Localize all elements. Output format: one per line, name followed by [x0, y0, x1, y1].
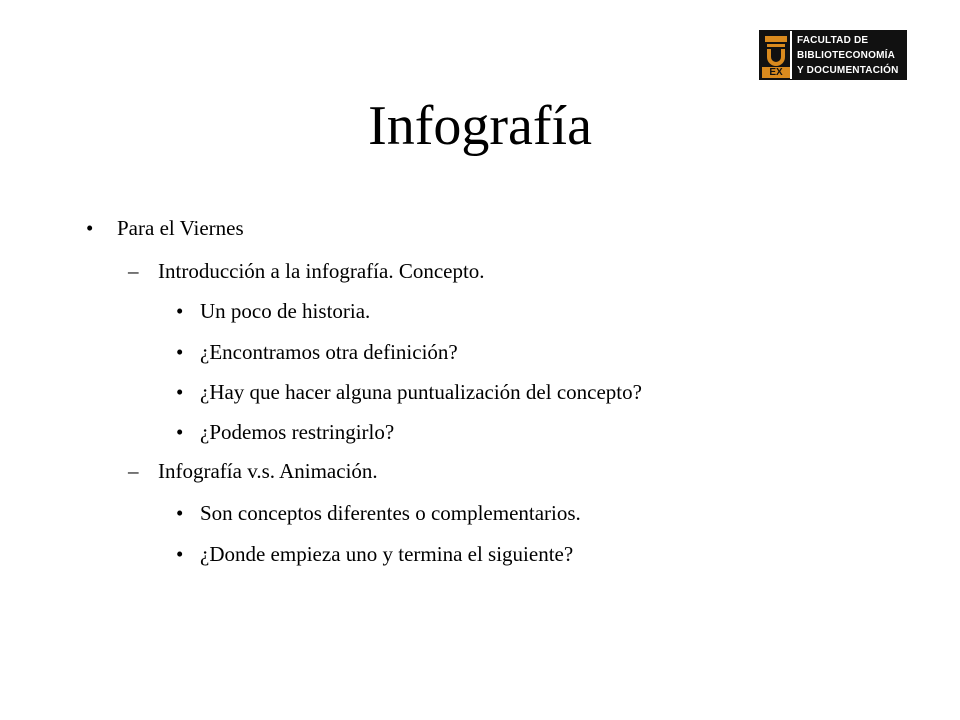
list-item-text: ¿Encontramos otra definición? — [200, 340, 458, 364]
list-item-text: Son conceptos diferentes o complementarios. — [200, 501, 581, 525]
bullet-marker: • — [176, 340, 184, 364]
slide-title: Infografía — [368, 95, 592, 157]
list-item — [176, 418, 394, 446]
list-item — [176, 338, 458, 366]
logo-line-1: FACULTAD DE — [797, 35, 869, 46]
logo-line-3: Y DOCUMENTACIÓN — [797, 65, 899, 76]
bullet-marker: • — [176, 420, 184, 444]
logo-line-2: BIBLIOTECONOMÍA — [797, 50, 895, 61]
sub-bullet-item — [128, 257, 485, 285]
dash-marker: – — [128, 259, 139, 283]
list-item — [176, 540, 573, 568]
emblem-ex-label: EX — [762, 67, 790, 78]
list-item — [176, 378, 642, 406]
sub-bullet-text: Infografía v.s. Animación. — [158, 459, 378, 483]
bullet-marker: • — [176, 501, 184, 525]
list-item-text: ¿Donde empieza uno y termina el siguiente? — [200, 542, 574, 566]
sub-bullet-item — [128, 457, 378, 485]
list-item-text: ¿Hay que hacer alguna puntualización del concepto? — [200, 380, 642, 404]
dash-marker: – — [128, 459, 139, 483]
sub-bullet-text: Introducción a la infografía. Concepto. — [158, 259, 485, 283]
list-item — [176, 499, 581, 527]
list-item-text: ¿Podemos restringirlo? — [200, 420, 395, 444]
bullet-marker: • — [176, 299, 184, 323]
list-item-text: Un poco de historia. — [200, 299, 371, 323]
bullet-marker: • — [86, 216, 94, 240]
list-item — [176, 297, 370, 325]
bullet-text: Para el Viernes — [117, 216, 244, 240]
bullet-marker: • — [176, 380, 184, 404]
bullet-item — [86, 214, 244, 242]
bullet-marker: • — [176, 542, 184, 566]
